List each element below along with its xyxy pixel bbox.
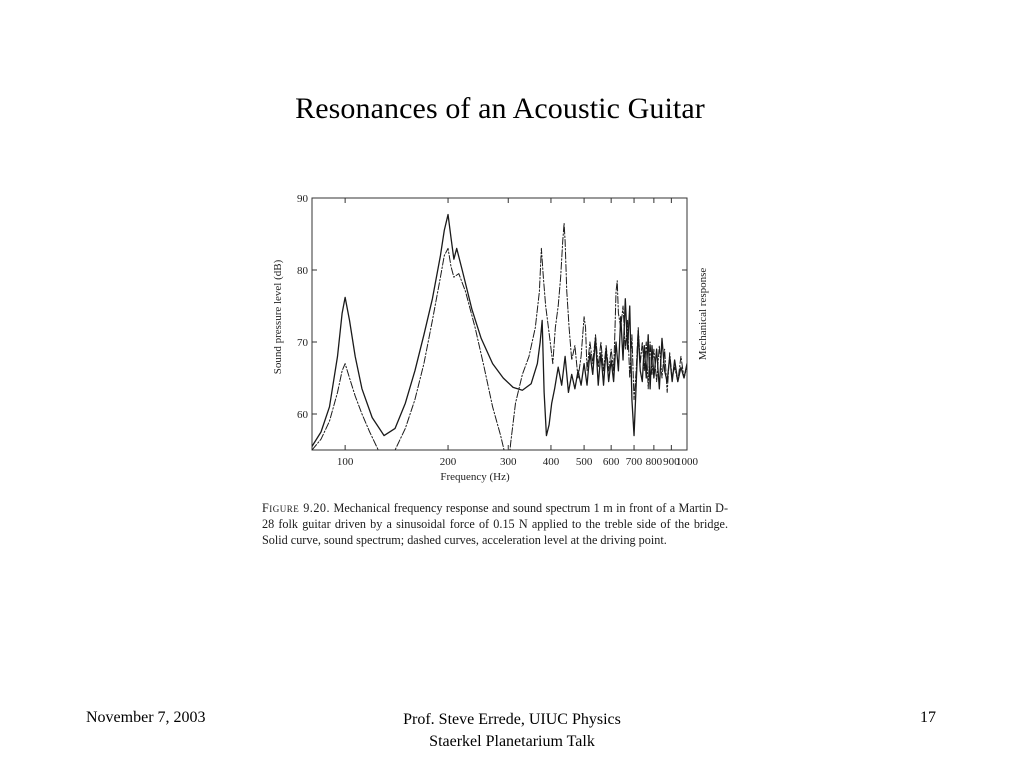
series-sound-spectrum-solid (312, 215, 687, 447)
x-tick-label: 200 (439, 456, 457, 468)
y-tick-label: 60 (297, 409, 308, 421)
y-axis-label-right: Mechanical response (697, 267, 709, 361)
x-tick-label: 1000 (676, 456, 698, 468)
x-tick-label: 900 (663, 456, 680, 468)
frequency-response-chart (262, 186, 732, 496)
x-tick-label: 300 (499, 456, 517, 468)
y-axis-label: Sound pressure level (dB) (272, 259, 284, 375)
slide-title: Resonances of an Acoustic Guitar (295, 92, 705, 125)
figure-caption (262, 500, 728, 549)
footer-author (312, 709, 712, 753)
caption-text: Mechanical frequency response and sound spectrum 1 m in front of a Martin D-28 folk guitar driven by a sinusoidal force of 0.15 N applied to the treble side of the bridge. Solid curve, sound spectrum; dashed curves, acceleration level at the driving point. (262, 501, 729, 548)
y-tick-label: 70 (297, 337, 308, 349)
y-tick-label: 80 (297, 265, 308, 277)
x-tick-label: 400 (542, 456, 560, 468)
x-tick-label: 500 (575, 456, 593, 468)
x-tick-label: 800 (645, 456, 663, 468)
x-tick-label: 100 (336, 456, 354, 468)
footer-date: November 7, 2003 (86, 709, 206, 726)
x-axis-label: Frequency (Hz) (440, 471, 510, 483)
footer-page-number: 17 (920, 709, 936, 726)
footer-author-line1: Prof. Steve Errede, UIUC Physics (403, 711, 621, 728)
x-tick-label: 600 (602, 456, 620, 468)
caption-label: Figure 9.20. (262, 501, 331, 515)
y-tick-label: 90 (297, 193, 308, 205)
footer-author-line2: Staerkel Planetarium Talk (429, 733, 595, 750)
x-tick-label: 700 (625, 456, 643, 468)
